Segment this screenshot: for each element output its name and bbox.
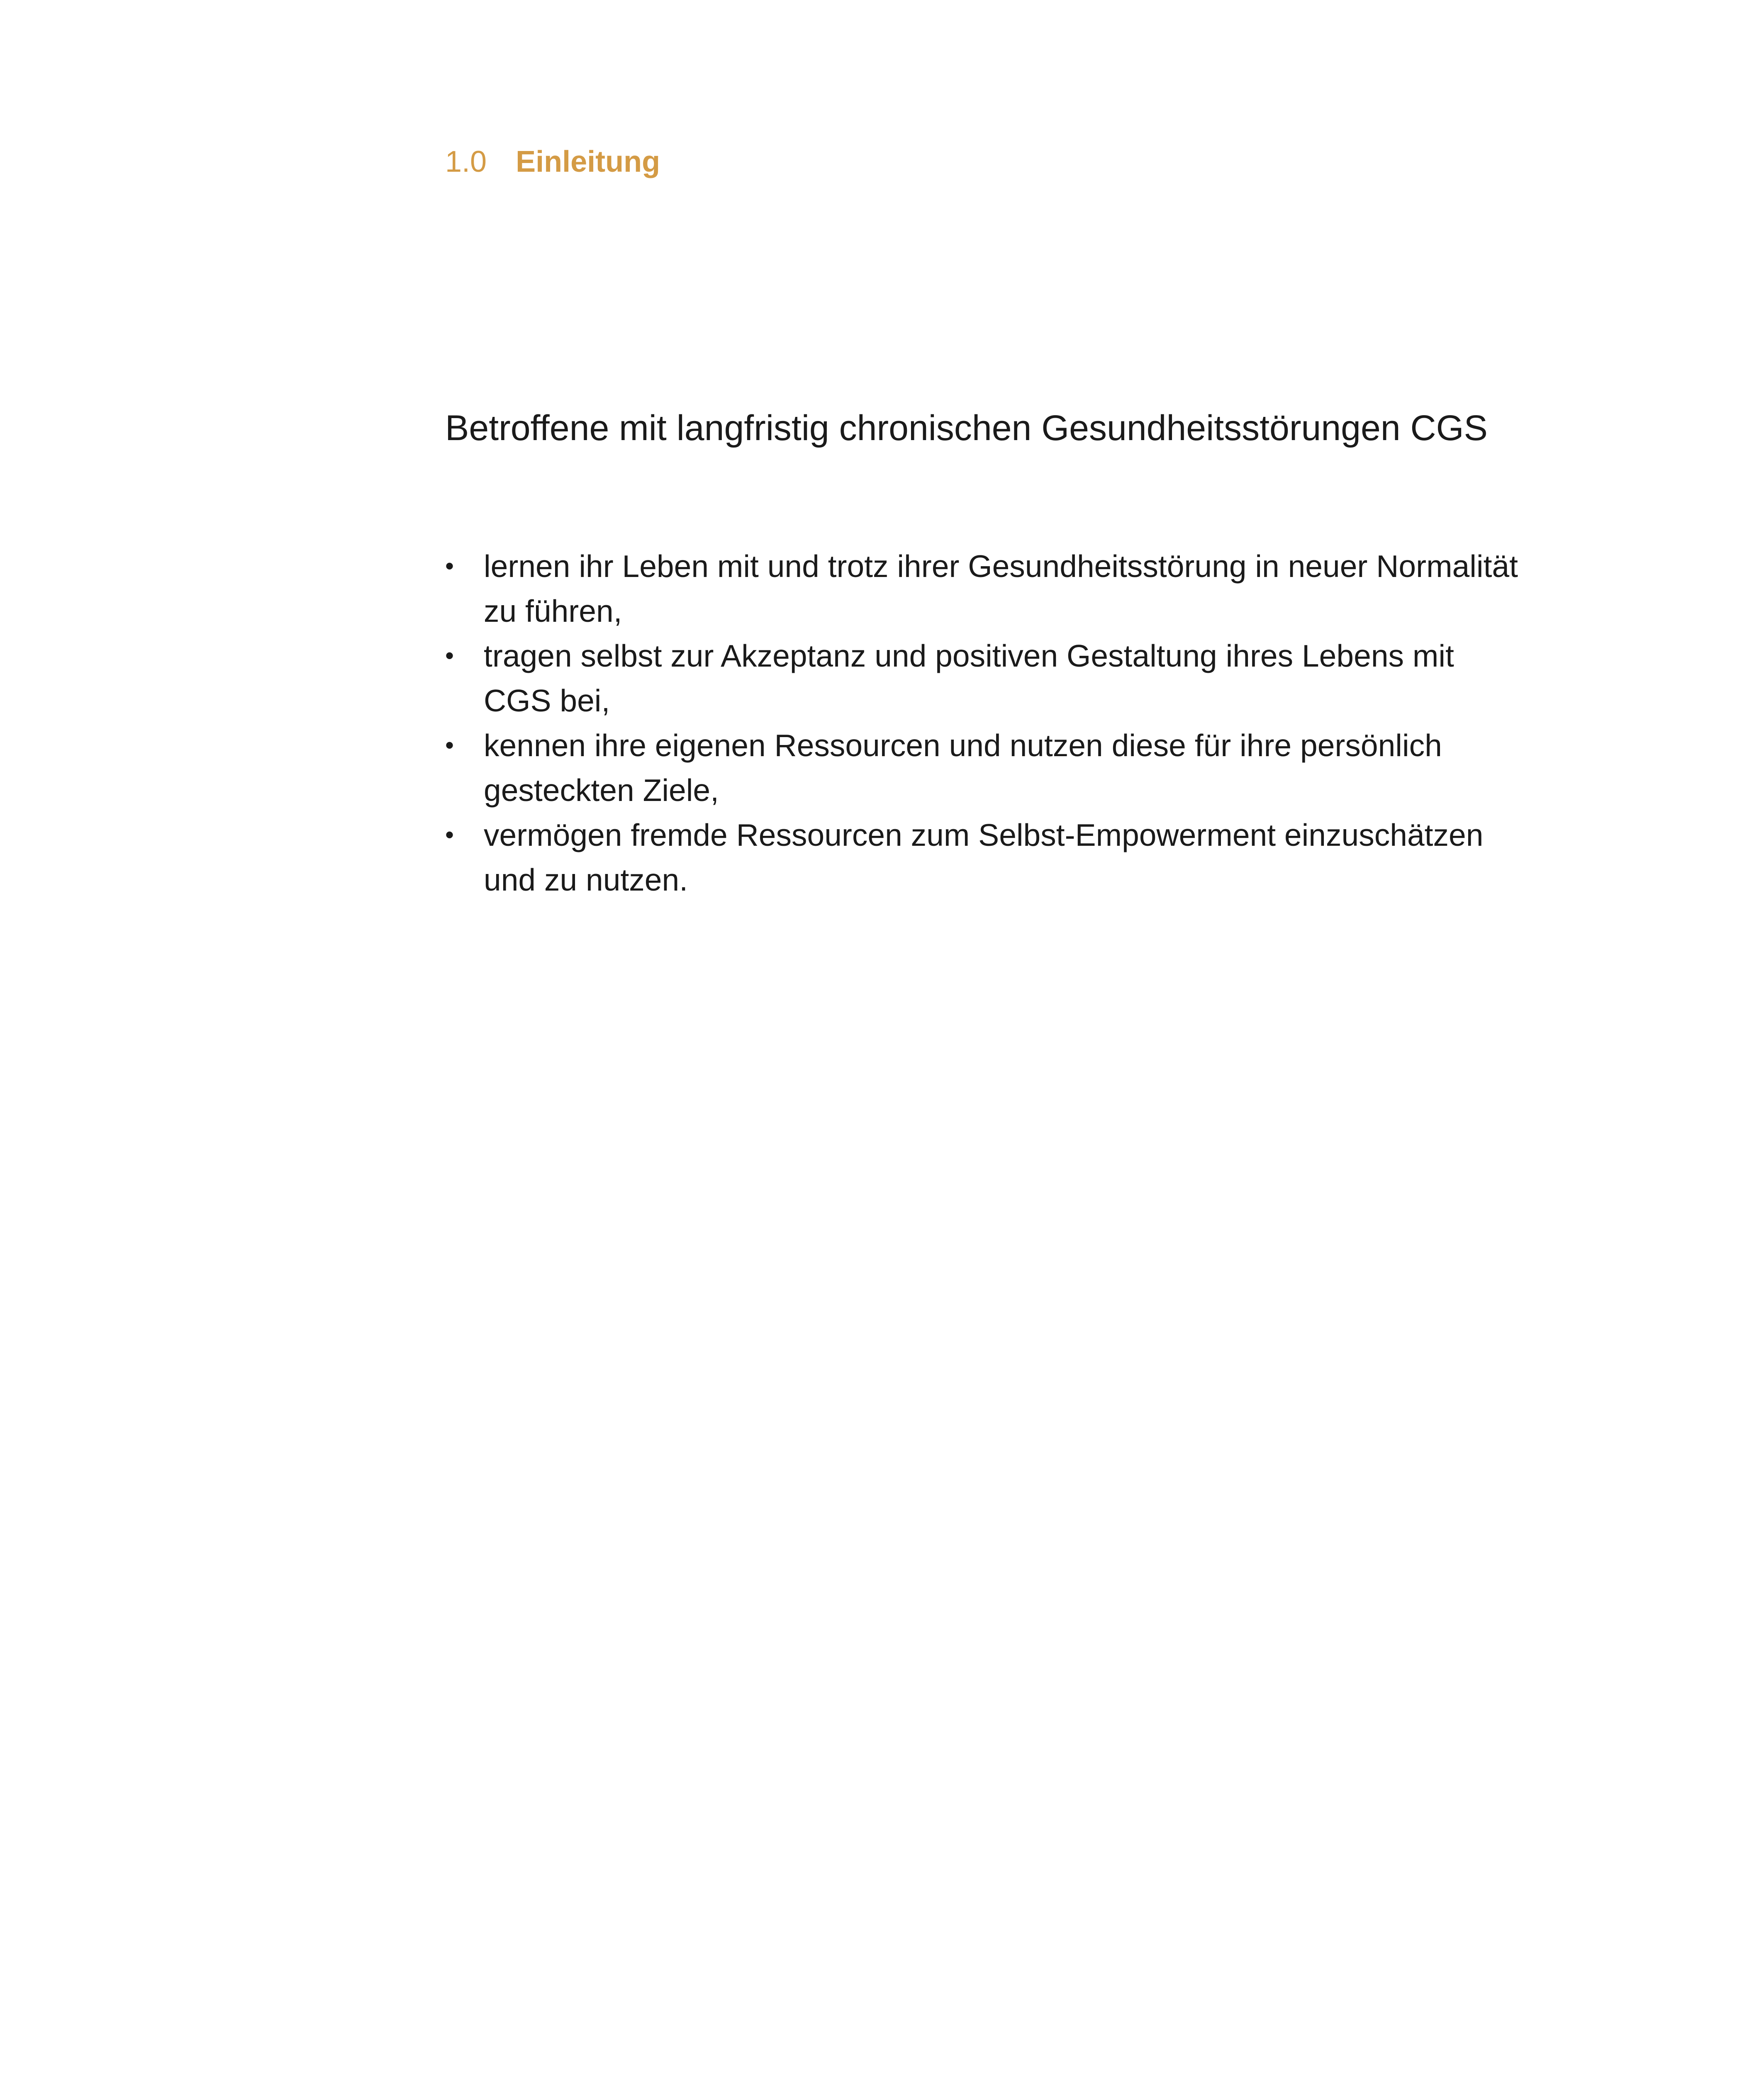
- list-item-text: tragen selbst zur Akzeptanz und positiven Gestaltung ihres Lebens mit CGS bei,: [484, 638, 1454, 718]
- section-number: 1.0: [445, 145, 487, 178]
- list-item: [445, 723, 1524, 813]
- bullet-icon: •: [445, 552, 454, 580]
- bullet-icon: •: [445, 731, 454, 759]
- bullet-list: [445, 544, 1524, 902]
- bullet-icon: •: [445, 821, 454, 849]
- list-item: [445, 633, 1524, 723]
- list-item: [445, 813, 1524, 902]
- section-header: [445, 141, 660, 183]
- section-title: Einleitung: [516, 145, 660, 178]
- list-item-text: lernen ihr Leben mit und trotz ihrer Gesundheitsstörung in neuer Normalität zu führen,: [484, 549, 1518, 628]
- page-heading: Betroffene mit langfristig chronischen Gesundheitsstörungen CGS: [445, 408, 1488, 448]
- list-item: [445, 544, 1524, 633]
- list-item-text: kennen ihre eigenen Ressourcen und nutzen diese für ihre persönlich gesteckten Ziele,: [484, 728, 1442, 808]
- bullet-icon: •: [445, 642, 454, 669]
- list-item-text: vermögen fremde Ressourcen zum Selbst-Empowerment einzuschätzen und zu nutzen.: [484, 818, 1484, 897]
